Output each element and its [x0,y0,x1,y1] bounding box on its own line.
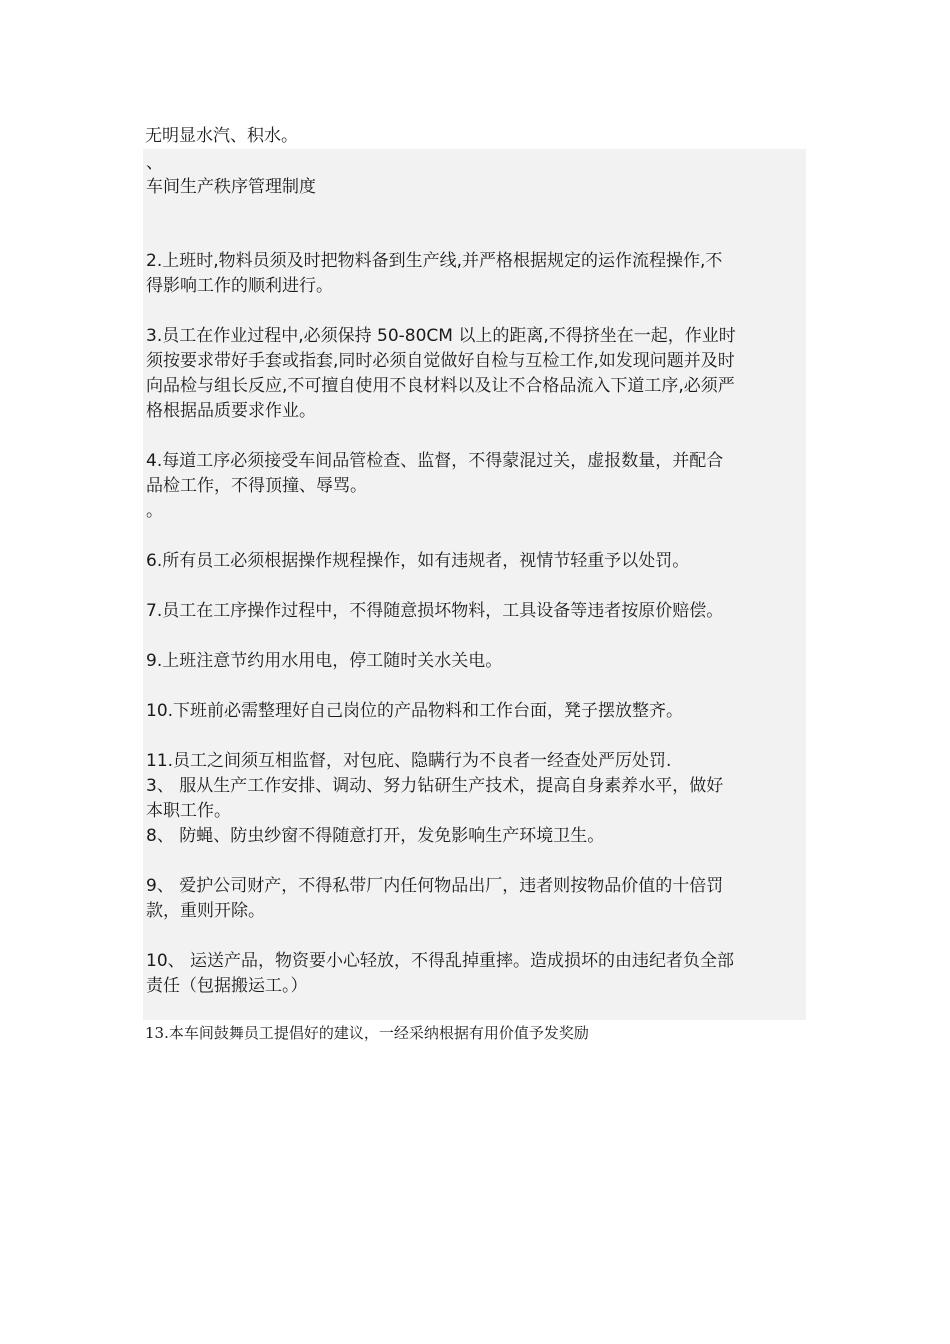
text-line: 9、 爱护公司财产，不得私带厂内任何物品出厂，违者则按物品价值的十倍罚 [146,876,724,896]
text-line: 本职工作。 [146,801,231,821]
text-line: 2.上班时,物料员须及时把物料备到生产线,并严格根据规定的运作流程操作,不 [146,251,723,271]
text-line: 9.上班注意节约用水用电，停工随时关水关电。 [146,651,503,671]
text-line: 4.每道工序必须接受车间品管检查、监督，不得蒙混过关，虚报数量，并配合 [146,451,724,471]
text-line: 、 [146,153,163,173]
text-line: 格根据品质要求作业。 [146,401,316,421]
text-line: 10.下班前必需整理好自己岗位的产品物料和工作台面，凳子摆放整齐。 [146,701,684,721]
text-line: 须按要求带好手套或指套,同时必须自觉做好自检与互检工作,如发现问题并及时 [146,351,735,371]
bottom-text-line: 13.本车间鼓舞员工提倡好的建议，一经采纳根据有用价值予发奖励 [145,1024,589,1042]
text-line: 得影响工作的顺利进行。 [146,276,333,296]
shaded-text-block [143,149,806,1020]
section-title: 车间生产秩序管理制度 [146,177,316,197]
top-text-line: 无明显水汽、积水。 [145,126,298,146]
text-line: 。 [146,501,163,521]
text-line: 品检工作，不得顶撞、辱骂。 [146,476,367,496]
text-line: 3、 服从生产工作安排、调动、努力钻研生产技术，提高自身素养水平，做好 [146,776,724,796]
text-line: 8、 防蝇、防虫纱窗不得随意打开，发免影响生产环境卫生。 [146,826,605,846]
text-line: 6.所有员工必须根据操作规程操作，如有违规者，视情节轻重予以处罚。 [146,551,690,571]
text-line: 款，重则开除。 [146,901,265,921]
text-line: 10、 运送产品，物资要小心轻放，不得乱掉重摔。造成损坏的由违纪者负全部 [146,951,735,971]
text-line: 责任（包据搬运工。） [146,976,308,996]
text-line: 11.员工之间须互相监督，对包庇、隐瞒行为不良者一经查处严厉处罚. [146,751,672,771]
text-line: 7.员工在工序操作过程中，不得随意损坏物料，工具设备等违者按原价赔偿。 [146,601,724,621]
text-line: 向品检与组长反应,不可擅自使用不良材料以及让不合格品流入下道工序,必须严 [146,376,735,396]
text-line: 3.员工在作业过程中,必须保持 50-80CM 以上的距离,不得挤坐在一起，作业时 [146,326,736,346]
